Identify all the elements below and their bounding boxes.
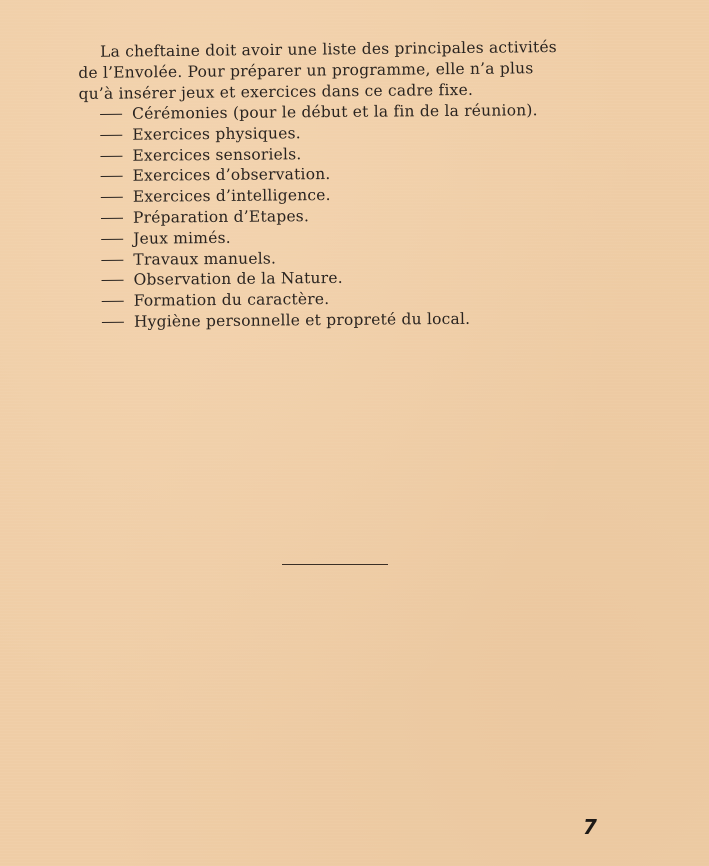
em-dash-bullet bbox=[102, 322, 124, 323]
list-item-text: Travaux manuels. bbox=[133, 249, 277, 269]
list-item-text: Formation du caractère. bbox=[133, 290, 330, 310]
em-dash-bullet bbox=[102, 301, 124, 302]
activities-list bbox=[100, 100, 540, 333]
em-dash-bullet bbox=[101, 176, 123, 177]
list-item bbox=[100, 100, 538, 125]
intro-line: de l’Envolée. Pour préparer un programme, elle n’a plus bbox=[78, 59, 534, 82]
list-item bbox=[102, 308, 540, 333]
em-dash-bullet bbox=[100, 114, 122, 115]
intro-line: La cheftaine doit avoir une liste des principales activités bbox=[100, 37, 558, 61]
list-item-text: Exercices physiques. bbox=[132, 124, 301, 144]
list-item-text: Jeux mimés. bbox=[133, 228, 231, 248]
page-number: 7 bbox=[583, 815, 597, 839]
section-divider-rule bbox=[282, 564, 388, 565]
em-dash-bullet bbox=[100, 135, 122, 136]
list-item-text: Hygiène personnelle et propreté du local. bbox=[133, 309, 471, 331]
em-dash-bullet bbox=[101, 259, 123, 260]
em-dash-bullet bbox=[100, 155, 122, 156]
intro-paragraph bbox=[78, 37, 589, 105]
list-item-text: Observation de la Nature. bbox=[133, 269, 343, 290]
list-item-text: Exercices d’observation. bbox=[132, 165, 331, 186]
list-item-text: Exercices d’intelligence. bbox=[132, 186, 331, 206]
em-dash-bullet bbox=[101, 239, 123, 240]
list-item-text: Préparation d’Etapes. bbox=[132, 207, 310, 227]
em-dash-bullet bbox=[101, 197, 123, 198]
em-dash-bullet bbox=[101, 218, 123, 219]
list-item-text: Cérémonies (pour le début et la fin de la réunion). bbox=[132, 101, 538, 123]
intro-line: qu’à insérer jeux et exercices dans ce cadre fixe. bbox=[78, 80, 474, 103]
list-item-text: Exercices sensoriels. bbox=[132, 144, 302, 165]
em-dash-bullet bbox=[102, 280, 124, 281]
